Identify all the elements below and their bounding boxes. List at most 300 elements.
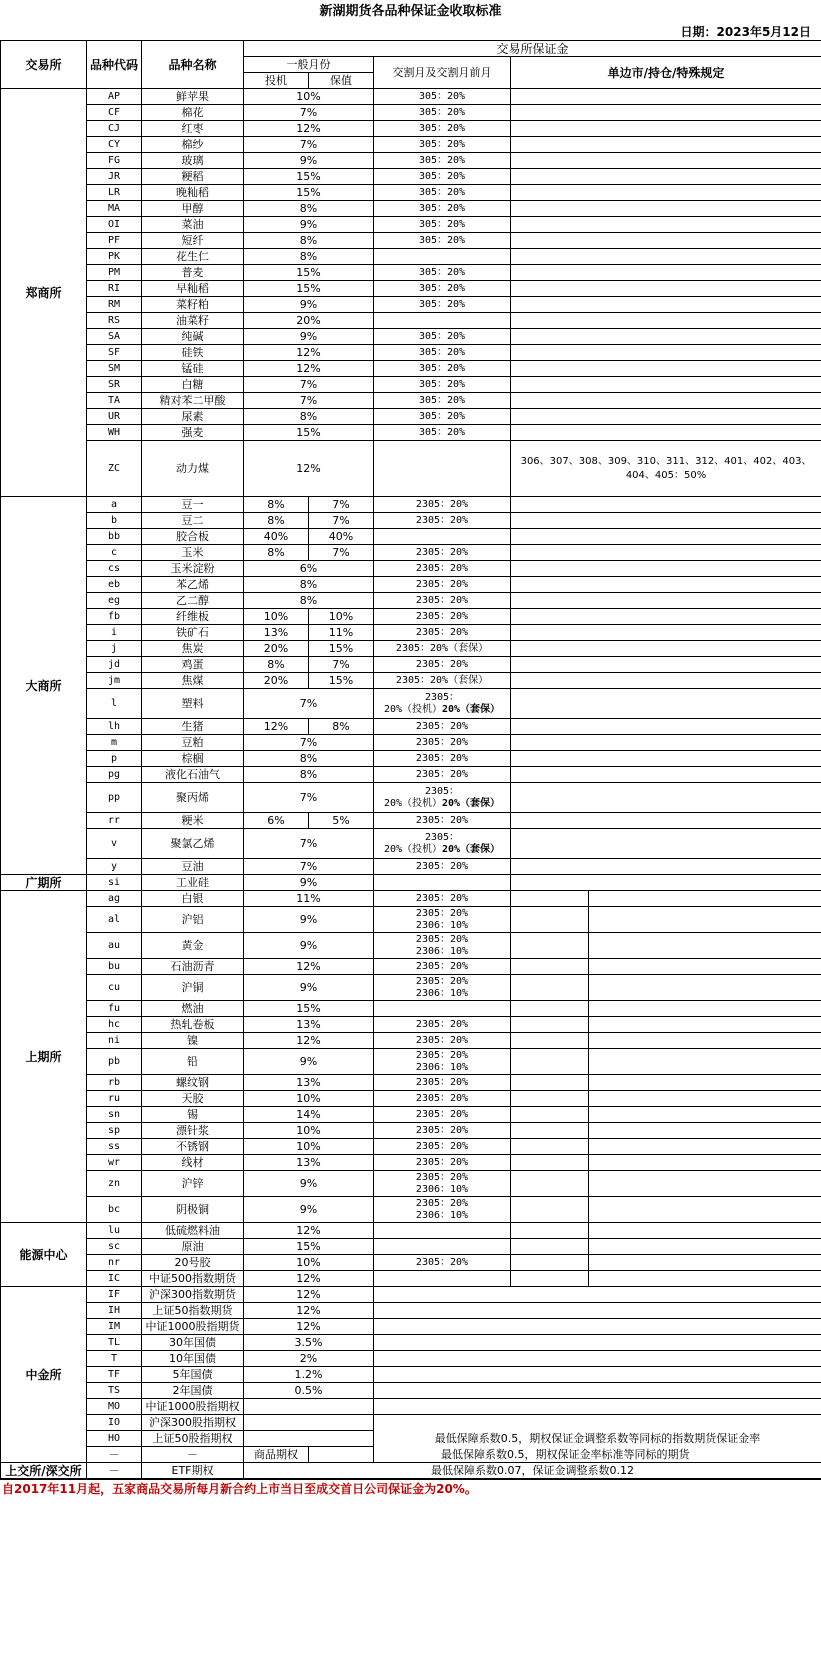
code-cell: IC: [87, 1271, 142, 1287]
empty-cell: [511, 561, 821, 577]
table-row: [1, 1463, 821, 1479]
empty-cell: [511, 907, 589, 933]
delivery-line: [376, 844, 508, 856]
general-month-cell: 12%: [244, 959, 374, 975]
general-month-cell: 3.5%: [244, 1335, 374, 1351]
table-row: [1, 201, 821, 217]
spec-cell: 8%: [244, 657, 309, 673]
table-row: [1, 281, 821, 297]
delivery-month-cell: 2305：20%: [374, 751, 511, 767]
code-cell: SM: [87, 361, 142, 377]
exchange-cell: 大商所: [1, 497, 87, 875]
empty-cell: [511, 1017, 589, 1033]
general-month-cell: 10%: [244, 1139, 374, 1155]
name-cell: 乙二醇: [142, 593, 244, 609]
table-row: [1, 393, 821, 409]
code-cell: i: [87, 625, 142, 641]
page-title: 新湖期货各品种保证金收取标准: [319, 4, 502, 19]
name-cell: 玉米: [142, 545, 244, 561]
delivery-month-cell: 2305：20%: [374, 1255, 511, 1271]
table-row: [1, 891, 821, 907]
empty-cell: [511, 975, 589, 1001]
code-cell: RI: [87, 281, 142, 297]
name-cell: 10年国债: [142, 1351, 244, 1367]
empty-cell: [511, 689, 821, 719]
general-month-cell: 9%: [244, 875, 374, 891]
code-cell: MA: [87, 201, 142, 217]
name-cell: 黄金: [142, 933, 244, 959]
general-month-cell: 9%: [244, 1171, 374, 1197]
empty-cell: [511, 891, 589, 907]
hedge-cell: 7%: [309, 497, 374, 513]
general-month-cell: 15%: [244, 185, 374, 201]
name-cell: 油菜籽: [142, 313, 244, 329]
name-cell: 硅铁: [142, 345, 244, 361]
delivery-line: 2305：: [424, 785, 460, 797]
name-cell: 2年国债: [142, 1383, 244, 1399]
table-row: [1, 1107, 821, 1123]
delivery-month-cell: 2305：20%: [374, 813, 511, 829]
empty-cell: [511, 577, 821, 593]
name-cell: 鲜苹果: [142, 89, 244, 105]
delivery-month-cell: [374, 975, 511, 1001]
empty-cell: [511, 609, 821, 625]
commodity-option-note: 最低保障系数0.5，期权保证金率标准等同标的期货: [309, 1447, 821, 1463]
code-cell: RM: [87, 297, 142, 313]
empty-cell: [374, 1287, 821, 1303]
delivery-month-cell: 305：20%: [374, 281, 511, 297]
code-cell: wr: [87, 1155, 142, 1171]
general-month-cell: 12%: [244, 1303, 374, 1319]
code-cell: －: [87, 1463, 142, 1479]
delivery-month-cell: [374, 1271, 511, 1287]
delivery-month-cell: 305：20%: [374, 185, 511, 201]
table-row: [1, 813, 821, 829]
empty-cell: [589, 1107, 821, 1123]
table-row: [1, 361, 821, 377]
code-cell: IH: [87, 1303, 142, 1319]
empty-cell: [511, 545, 821, 561]
name-cell: 棉纱: [142, 137, 244, 153]
table-row: [1, 1415, 821, 1431]
delivery-line: 2305：20%: [415, 1171, 469, 1183]
name-cell: 上证50股指期权: [142, 1431, 244, 1447]
empty-cell: [511, 281, 821, 297]
name-cell: 菜籽粕: [142, 297, 244, 313]
general-month-cell: 15%: [244, 1239, 374, 1255]
header-special: 单边市/持仓/特殊规定: [511, 57, 821, 89]
hedge-cell: 7%: [309, 545, 374, 561]
code-cell: jd: [87, 657, 142, 673]
empty-cell: [511, 361, 821, 377]
delivery-line: 2305：20%: [415, 1049, 469, 1061]
delivery-month-cell: [374, 1197, 511, 1223]
empty-cell: [511, 813, 821, 829]
code-cell: HO: [87, 1431, 142, 1447]
delivery-line: 2305：20%: [415, 1197, 469, 1209]
empty-cell: [511, 425, 821, 441]
general-month-cell: 12%: [244, 441, 374, 497]
code-cell: l: [87, 689, 142, 719]
name-cell: 不锈钢: [142, 1139, 244, 1155]
delivery-month-cell: 2305：20%: [374, 1139, 511, 1155]
code-cell: pp: [87, 783, 142, 813]
table-row: [1, 875, 821, 891]
empty-cell: [511, 169, 821, 185]
delivery-month-cell: 305：20%: [374, 345, 511, 361]
delivery-line: [376, 704, 508, 716]
table-row: [1, 513, 821, 529]
exchange-cell: －: [87, 1447, 142, 1463]
delivery-month-cell: 305：20%: [374, 425, 511, 441]
table-row: [1, 1075, 821, 1091]
empty-cell: [511, 153, 821, 169]
delivery-month-cell: 305：20%: [374, 153, 511, 169]
hedge-cell: 7%: [309, 513, 374, 529]
table-row: [1, 329, 821, 345]
options-note-cell: 最低保障系数0.5，期权保证金调整系数等同标的指数期货保证金率: [374, 1415, 821, 1463]
general-month-cell: 13%: [244, 1155, 374, 1171]
hedge-cell: 8%: [309, 719, 374, 735]
table-row: [1, 689, 821, 719]
table-row: [1, 1239, 821, 1255]
name-cell: 豆油: [142, 859, 244, 875]
general-month-cell: 6%: [244, 561, 374, 577]
delivery-month-cell: 2305：20%: [374, 1075, 511, 1091]
name-cell: 短纤: [142, 233, 244, 249]
name-cell: 棕榈: [142, 751, 244, 767]
table-row: [1, 185, 821, 201]
delivery-month-cell: 2305：20%（套保）: [374, 641, 511, 657]
code-cell: CY: [87, 137, 142, 153]
code-cell: fu: [87, 1001, 142, 1017]
name-cell: 燃油: [142, 1001, 244, 1017]
name-cell: 白银: [142, 891, 244, 907]
name-cell: 低硫燃料油: [142, 1223, 244, 1239]
empty-cell: [511, 345, 821, 361]
code-cell: IM: [87, 1319, 142, 1335]
delivery-month-cell: 2305：20%: [374, 545, 511, 561]
empty-cell: [511, 377, 821, 393]
name-cell: 尿素: [142, 409, 244, 425]
hedge-cell: 5%: [309, 813, 374, 829]
general-month-cell: 2%: [244, 1351, 374, 1367]
code-cell: PF: [87, 233, 142, 249]
empty-cell: [511, 1091, 589, 1107]
table-row: [1, 137, 821, 153]
empty-cell: [511, 329, 821, 345]
name-cell: 液化石油气: [142, 767, 244, 783]
code-cell: rr: [87, 813, 142, 829]
name-cell: 5年国债: [142, 1367, 244, 1383]
table-row: [1, 249, 821, 265]
name-cell: 生猪: [142, 719, 244, 735]
spec-cell: 12%: [244, 719, 309, 735]
general-month-cell: 12%: [244, 1223, 374, 1239]
general-month-cell: 10%: [244, 89, 374, 105]
empty-cell: [511, 1239, 589, 1255]
delivery-month-cell: 2305：20%: [374, 1123, 511, 1139]
table-row: [1, 1383, 821, 1399]
table-row: [1, 933, 821, 959]
general-month-cell: 12%: [244, 1319, 374, 1335]
name-cell: 天胶: [142, 1091, 244, 1107]
empty-cell: [511, 719, 821, 735]
empty-cell: [511, 1123, 589, 1139]
general-month-cell: 7%: [244, 137, 374, 153]
code-cell: AP: [87, 89, 142, 105]
delivery-month-cell: [374, 933, 511, 959]
name-cell: 工业硅: [142, 875, 244, 891]
delivery-month-cell: [374, 783, 511, 813]
empty-cell: [511, 735, 821, 751]
code-cell: RS: [87, 313, 142, 329]
table-row: [1, 217, 821, 233]
delivery-month-cell: 2305：20%: [374, 625, 511, 641]
code-cell: lh: [87, 719, 142, 735]
name-cell: 上证50指数期货: [142, 1303, 244, 1319]
empty-cell: [589, 933, 821, 959]
hedge-cell: 40%: [309, 529, 374, 545]
code-cell: nr: [87, 1255, 142, 1271]
table-row: [1, 767, 821, 783]
code-cell: SA: [87, 329, 142, 345]
table-row: [1, 1255, 821, 1271]
delivery-month-cell: [374, 313, 511, 329]
name-cell: 沪锌: [142, 1171, 244, 1197]
empty-cell: [511, 249, 821, 265]
code-cell: a: [87, 497, 142, 513]
table-row: [1, 545, 821, 561]
table-row: [1, 345, 821, 361]
header-spec: 投机: [244, 73, 309, 89]
empty-cell: [511, 233, 821, 249]
code-cell: si: [87, 875, 142, 891]
delivery-month-cell: 2305：20%: [374, 891, 511, 907]
table-row: [1, 907, 821, 933]
name-cell: 晚籼稻: [142, 185, 244, 201]
name-cell: 焦炭: [142, 641, 244, 657]
delivery-month-cell: [374, 689, 511, 719]
code-cell: CF: [87, 105, 142, 121]
name-cell: 塑料: [142, 689, 244, 719]
name-cell: 商品期权: [244, 1447, 309, 1463]
empty-cell: [589, 1033, 821, 1049]
empty-cell: [511, 265, 821, 281]
name-cell: 漂针浆: [142, 1123, 244, 1139]
table-row: [1, 609, 821, 625]
delivery-month-cell: 305：20%: [374, 217, 511, 233]
table-row: [1, 593, 821, 609]
name-cell: 粳稻: [142, 169, 244, 185]
general-month-cell: 14%: [244, 1107, 374, 1123]
spec-cell: 8%: [244, 513, 309, 529]
hedge-cell: 10%: [309, 609, 374, 625]
code-cell: －: [142, 1447, 244, 1463]
general-month-cell: 15%: [244, 425, 374, 441]
name-cell: 豆二: [142, 513, 244, 529]
header-code: 品种代码: [87, 41, 142, 89]
table-row: [1, 1017, 821, 1033]
code-cell: au: [87, 933, 142, 959]
code-cell: b: [87, 513, 142, 529]
code-cell: jm: [87, 673, 142, 689]
general-month-cell: 8%: [244, 577, 374, 593]
empty-cell: [511, 933, 589, 959]
delivery-line: 2306：10%: [415, 1061, 469, 1073]
delivery-line: 2305：: [424, 691, 460, 703]
exchange-cell: 广期所: [1, 875, 87, 891]
header-delivery-month: 交割月及交割月前月: [374, 57, 511, 89]
general-month-cell: 9%: [244, 933, 374, 959]
name-cell: 30年国债: [142, 1335, 244, 1351]
empty-cell: [511, 1001, 589, 1017]
name-cell: 强麦: [142, 425, 244, 441]
delivery-month-cell: 305：20%: [374, 377, 511, 393]
empty-cell: [511, 121, 821, 137]
table-row: [1, 1171, 821, 1197]
delivery-month-cell: [374, 1223, 511, 1239]
delivery-month-cell: 305：20%: [374, 201, 511, 217]
empty-cell: [511, 959, 589, 975]
spec-cell: 8%: [244, 497, 309, 513]
name-cell: 玻璃: [142, 153, 244, 169]
general-month-cell: 9%: [244, 297, 374, 313]
delivery-line: 2305：20%: [415, 975, 469, 987]
table-row: [1, 313, 821, 329]
hedge-cell: 15%: [309, 673, 374, 689]
empty-cell: [374, 1335, 821, 1351]
name-cell: 早籼稻: [142, 281, 244, 297]
delivery-month-cell: 2305：20%: [374, 1017, 511, 1033]
empty-cell: [511, 1075, 589, 1091]
general-month-cell: 9%: [244, 153, 374, 169]
name-cell: 红枣: [142, 121, 244, 137]
general-month-cell: 7%: [244, 393, 374, 409]
name-cell: 原油: [142, 1239, 244, 1255]
delivery-month-cell: 305：20%: [374, 89, 511, 105]
general-month-cell: [244, 1415, 374, 1431]
name-cell: 石油沥青: [142, 959, 244, 975]
general-month-cell: 9%: [244, 907, 374, 933]
name-cell: 豆粕: [142, 735, 244, 751]
delivery-month-cell: [374, 1171, 511, 1197]
code-cell: c: [87, 545, 142, 561]
code-cell: sp: [87, 1123, 142, 1139]
table-row: [1, 169, 821, 185]
code-cell: CJ: [87, 121, 142, 137]
table-row: [1, 425, 821, 441]
empty-cell: [511, 1171, 589, 1197]
header-hedge: 保值: [309, 73, 374, 89]
name-cell: 普麦: [142, 265, 244, 281]
empty-cell: [589, 1017, 821, 1033]
empty-cell: [589, 959, 821, 975]
code-cell: PM: [87, 265, 142, 281]
empty-cell: [511, 1155, 589, 1171]
delivery-line: 2306：10%: [415, 987, 469, 999]
empty-cell: [589, 1155, 821, 1171]
empty-cell: [374, 1319, 821, 1335]
empty-cell: [511, 497, 821, 513]
general-month-cell: 15%: [244, 265, 374, 281]
table-row: [1, 829, 821, 859]
table-row: [1, 561, 821, 577]
empty-cell: [511, 105, 821, 121]
general-month-cell: 15%: [244, 169, 374, 185]
table-row: [1, 1303, 821, 1319]
table-row: [1, 233, 821, 249]
code-cell: lu: [87, 1223, 142, 1239]
footer-note: 自2017年11月起，五家商品交易所每月新合约上市当日至成交首日公司保证金为20%。: [0, 1479, 821, 1498]
code-cell: zn: [87, 1171, 142, 1197]
etf-option-note: 最低保障系数0.07，保证金调整系数0.12: [244, 1463, 821, 1479]
spec-cell: 40%: [244, 529, 309, 545]
name-cell: 中证1000股指期权: [142, 1399, 244, 1415]
empty-cell: [511, 673, 821, 689]
delivery-month-cell: [374, 1239, 511, 1255]
header-exchange: 交易所: [1, 41, 87, 89]
name-cell: 沪深300指数期货: [142, 1287, 244, 1303]
header-general-month: 一般月份: [244, 57, 374, 73]
empty-cell: [511, 185, 821, 201]
delivery-month-cell: 305：20%: [374, 329, 511, 345]
delivery-hedge: 20%（套保）: [442, 843, 501, 855]
delivery-month-cell: 305：20%: [374, 105, 511, 121]
name-cell: 鸡蛋: [142, 657, 244, 673]
name-cell: 纯碱: [142, 329, 244, 345]
margin-table: [0, 40, 821, 1479]
name-cell: 粳米: [142, 813, 244, 829]
spec-cell: 20%: [244, 641, 309, 657]
name-cell: 菜油: [142, 217, 244, 233]
general-month-cell: 12%: [244, 1271, 374, 1287]
spec-cell: 8%: [244, 545, 309, 561]
empty-cell: [589, 1223, 821, 1239]
code-cell: al: [87, 907, 142, 933]
delivery-line: 2305：: [424, 831, 460, 843]
delivery-month-cell: 305：20%: [374, 233, 511, 249]
general-month-cell: 7%: [244, 689, 374, 719]
code-cell: ag: [87, 891, 142, 907]
empty-cell: [589, 1049, 821, 1075]
code-cell: TL: [87, 1335, 142, 1351]
code-cell: SR: [87, 377, 142, 393]
general-month-cell: 0.5%: [244, 1383, 374, 1399]
general-month-cell: 10%: [244, 1123, 374, 1139]
empty-cell: [589, 1239, 821, 1255]
empty-cell: [374, 1383, 821, 1399]
exchange-cell: 中金所: [1, 1287, 87, 1463]
table-row: [1, 1271, 821, 1287]
name-cell: 棉花: [142, 105, 244, 121]
delivery-month-cell: 2305：20%: [374, 1155, 511, 1171]
empty-cell: [589, 1091, 821, 1107]
table-row: [1, 265, 821, 281]
general-month-cell: 12%: [244, 121, 374, 137]
delivery-line: 2306：10%: [415, 1183, 469, 1195]
general-month-cell: 10%: [244, 1255, 374, 1271]
delivery-month-cell: 2305：20%: [374, 657, 511, 673]
empty-cell: [374, 1367, 821, 1383]
general-month-cell: [244, 1399, 374, 1415]
table-row: [1, 1351, 821, 1367]
general-month-cell: 7%: [244, 829, 374, 859]
empty-cell: [511, 641, 821, 657]
delivery-month-cell: 305：20%: [374, 169, 511, 185]
hedge-cell: 11%: [309, 625, 374, 641]
name-cell: 锡: [142, 1107, 244, 1123]
